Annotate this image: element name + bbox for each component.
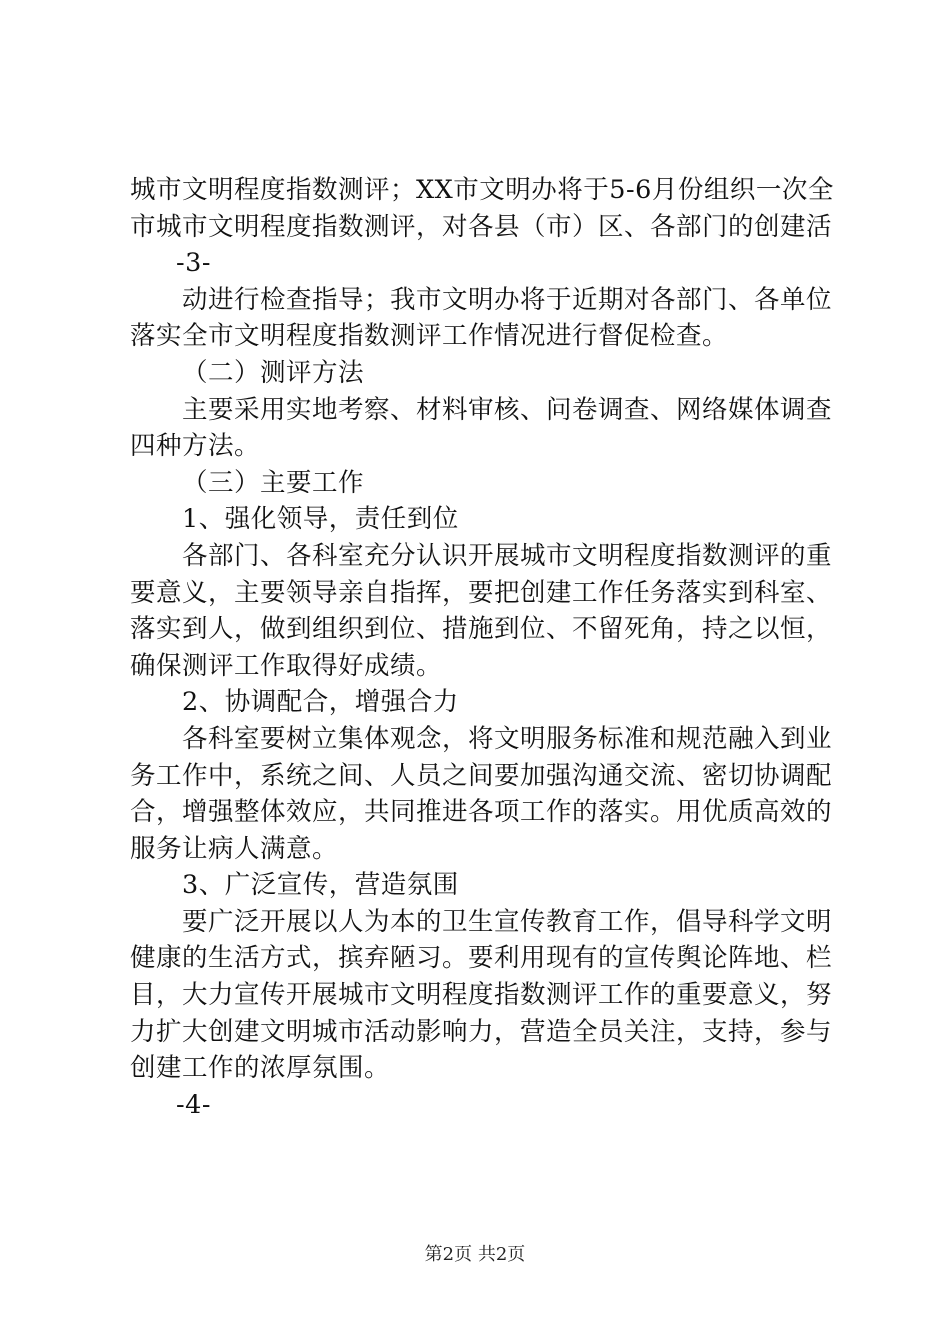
- subsection-heading: 2、协调配合，增强合力: [182, 687, 459, 718]
- text-line: 市城市文明程度指数测评，对各县（市）区、各部门的创建活: [130, 211, 833, 242]
- text-line: 健康的生活方式，摈弃陋习。要利用现有的宣传舆论阵地、栏: [130, 943, 833, 974]
- text-line: 四种方法。: [130, 431, 261, 462]
- text-line: 落实全市文明程度指数测评工作情况进行督促检查。: [130, 321, 729, 352]
- section-heading: （二）测评方法: [182, 357, 365, 388]
- page-marker: -3-: [176, 248, 211, 279]
- text-line: 动进行检查指导；我市文明办将于近期对各部门、各单位: [182, 284, 833, 315]
- text-line: 务工作中，系统之间、人员之间要加强沟通交流、密切协调配: [130, 760, 833, 791]
- text-line: 落实到人，做到组织到位、措施到位、不留死角，持之以恒，: [130, 614, 833, 645]
- text-line: 服务让病人满意。: [130, 833, 339, 864]
- text-line: 合，增强整体效应，共同推进各项工作的落实。用优质高效的: [130, 797, 833, 828]
- text-line: 创建工作的浓厚氛围。: [130, 1053, 391, 1084]
- document-body: [130, 172, 834, 1123]
- text-line: 各部门、各科室充分认识开展城市文明程度指数测评的重: [182, 540, 833, 571]
- text-line: 要广泛开展以人为本的卫生宣传教育工作，倡导科学文明: [182, 906, 833, 937]
- text-line: 力扩大创建文明城市活动影响力，营造全员关注，支持，参与: [130, 1016, 833, 1047]
- subsection-heading: 1、强化领导，责任到位: [182, 504, 459, 535]
- page-marker: -4-: [176, 1089, 211, 1120]
- page-count-label: 第2页 共2页: [424, 1244, 526, 1265]
- text-line: 各科室要树立集体观念，将文明服务标准和规范融入到业: [182, 723, 833, 754]
- text-line: 确保测评工作取得好成绩。: [130, 650, 443, 681]
- text-line: 城市文明程度指数测评；XX市文明办将于5-6月份组织一次全: [130, 175, 834, 205]
- text-line: 主要采用实地考察、材料审核、问卷调查、网络媒体调查: [182, 394, 833, 425]
- page-footer: [0, 1243, 950, 1267]
- text-line: 要意义，主要领导亲自指挥，要把创建工作任务落实到科室、: [130, 577, 833, 608]
- subsection-heading: 3、广泛宣传，营造氛围: [182, 870, 459, 901]
- text-line: 目，大力宣传开展城市文明程度指数测评工作的重要意义，努: [130, 980, 833, 1011]
- section-heading: （三）主要工作: [182, 467, 365, 498]
